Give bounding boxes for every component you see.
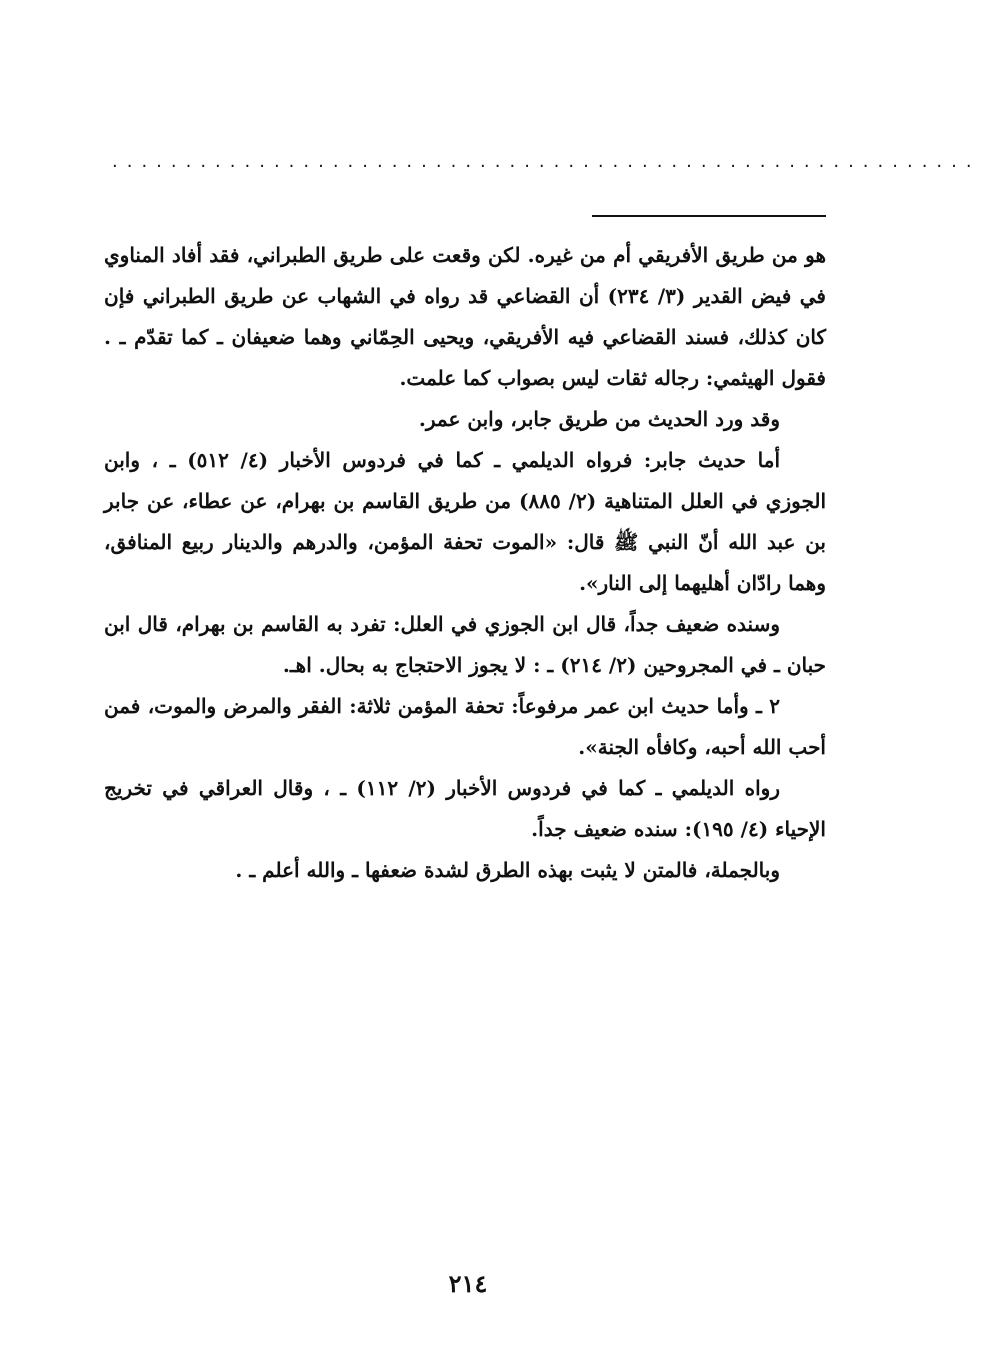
footnote-rule — [592, 215, 826, 217]
dotted-separator: ........................................................... — [112, 151, 981, 172]
page-number: ٢١٤ — [448, 1269, 488, 1298]
paragraph-5: ٢ ـ وأما حديث ابن عمر مرفوعاً: تحفة المؤمن ثلاثة: الفقر والمرض والموت، فمن أحب الله أحبه، وكافأه الجنة». — [104, 694, 826, 759]
paragraph-3: أما حديث جابر: فرواه الديلمي ـ كما في فردوس الأخبار (٤/ ٥١٢) ـ ، وابن الجوزي في العلل المتناهية (٢/ ٨٨٥) من طريق القاسم بن بهرام، عن عطاء، عن جابر بن عبد الله أنّ النبي ﷺ قال: «الموت تحفة المؤمن، والدرهم والدينار ربيع المنافق، وهما رادّان أهليهما إلى النار». — [104, 448, 827, 595]
paragraph-7: وبالجملة، فالمتن لا يثبت بهذه الطرق لشدة ضعفها ـ والله أعلم ـ . — [235, 858, 780, 882]
paragraph-2: وقد ورد الحديث من طريق جابر، وابن عمر. — [418, 407, 780, 431]
page-body — [104, 235, 826, 891]
paragraph-4: وسنده ضعيف جداً، قال ابن الجوزي في العلل: تفرد به القاسم بن بهرام، قال ابن حبان ـ في المجروحين (٢/ ٢١٤) ـ : لا يجوز الاحتجاج به بحال. اهـ. — [104, 612, 826, 677]
paragraph-6: رواه الديلمي ـ كما في فردوس الأخبار (٢/ ١١٢) ـ ، وقال العراقي في تخريج الإحياء (٤/ ١٩٥): سنده ضعيف جداً. — [104, 776, 826, 841]
paragraph-1: هو من طريق الأفريقي أم من غيره. لكن وقعت على طريق الطبراني، فقد أفاد المناوي في فيض القدير (٣/ ٢٣٤) أن القضاعي قد رواه في الشهاب عن طريق الطبراني فإن كان كذلك، فسند القضاعي فيه الأفريقي، ويحيى الحِمّاني وهما ضعيفان ـ كما تقدّم ـ . فقول الهيثمي: رجاله ثقات ليس بصواب كما علمت. — [104, 243, 826, 390]
